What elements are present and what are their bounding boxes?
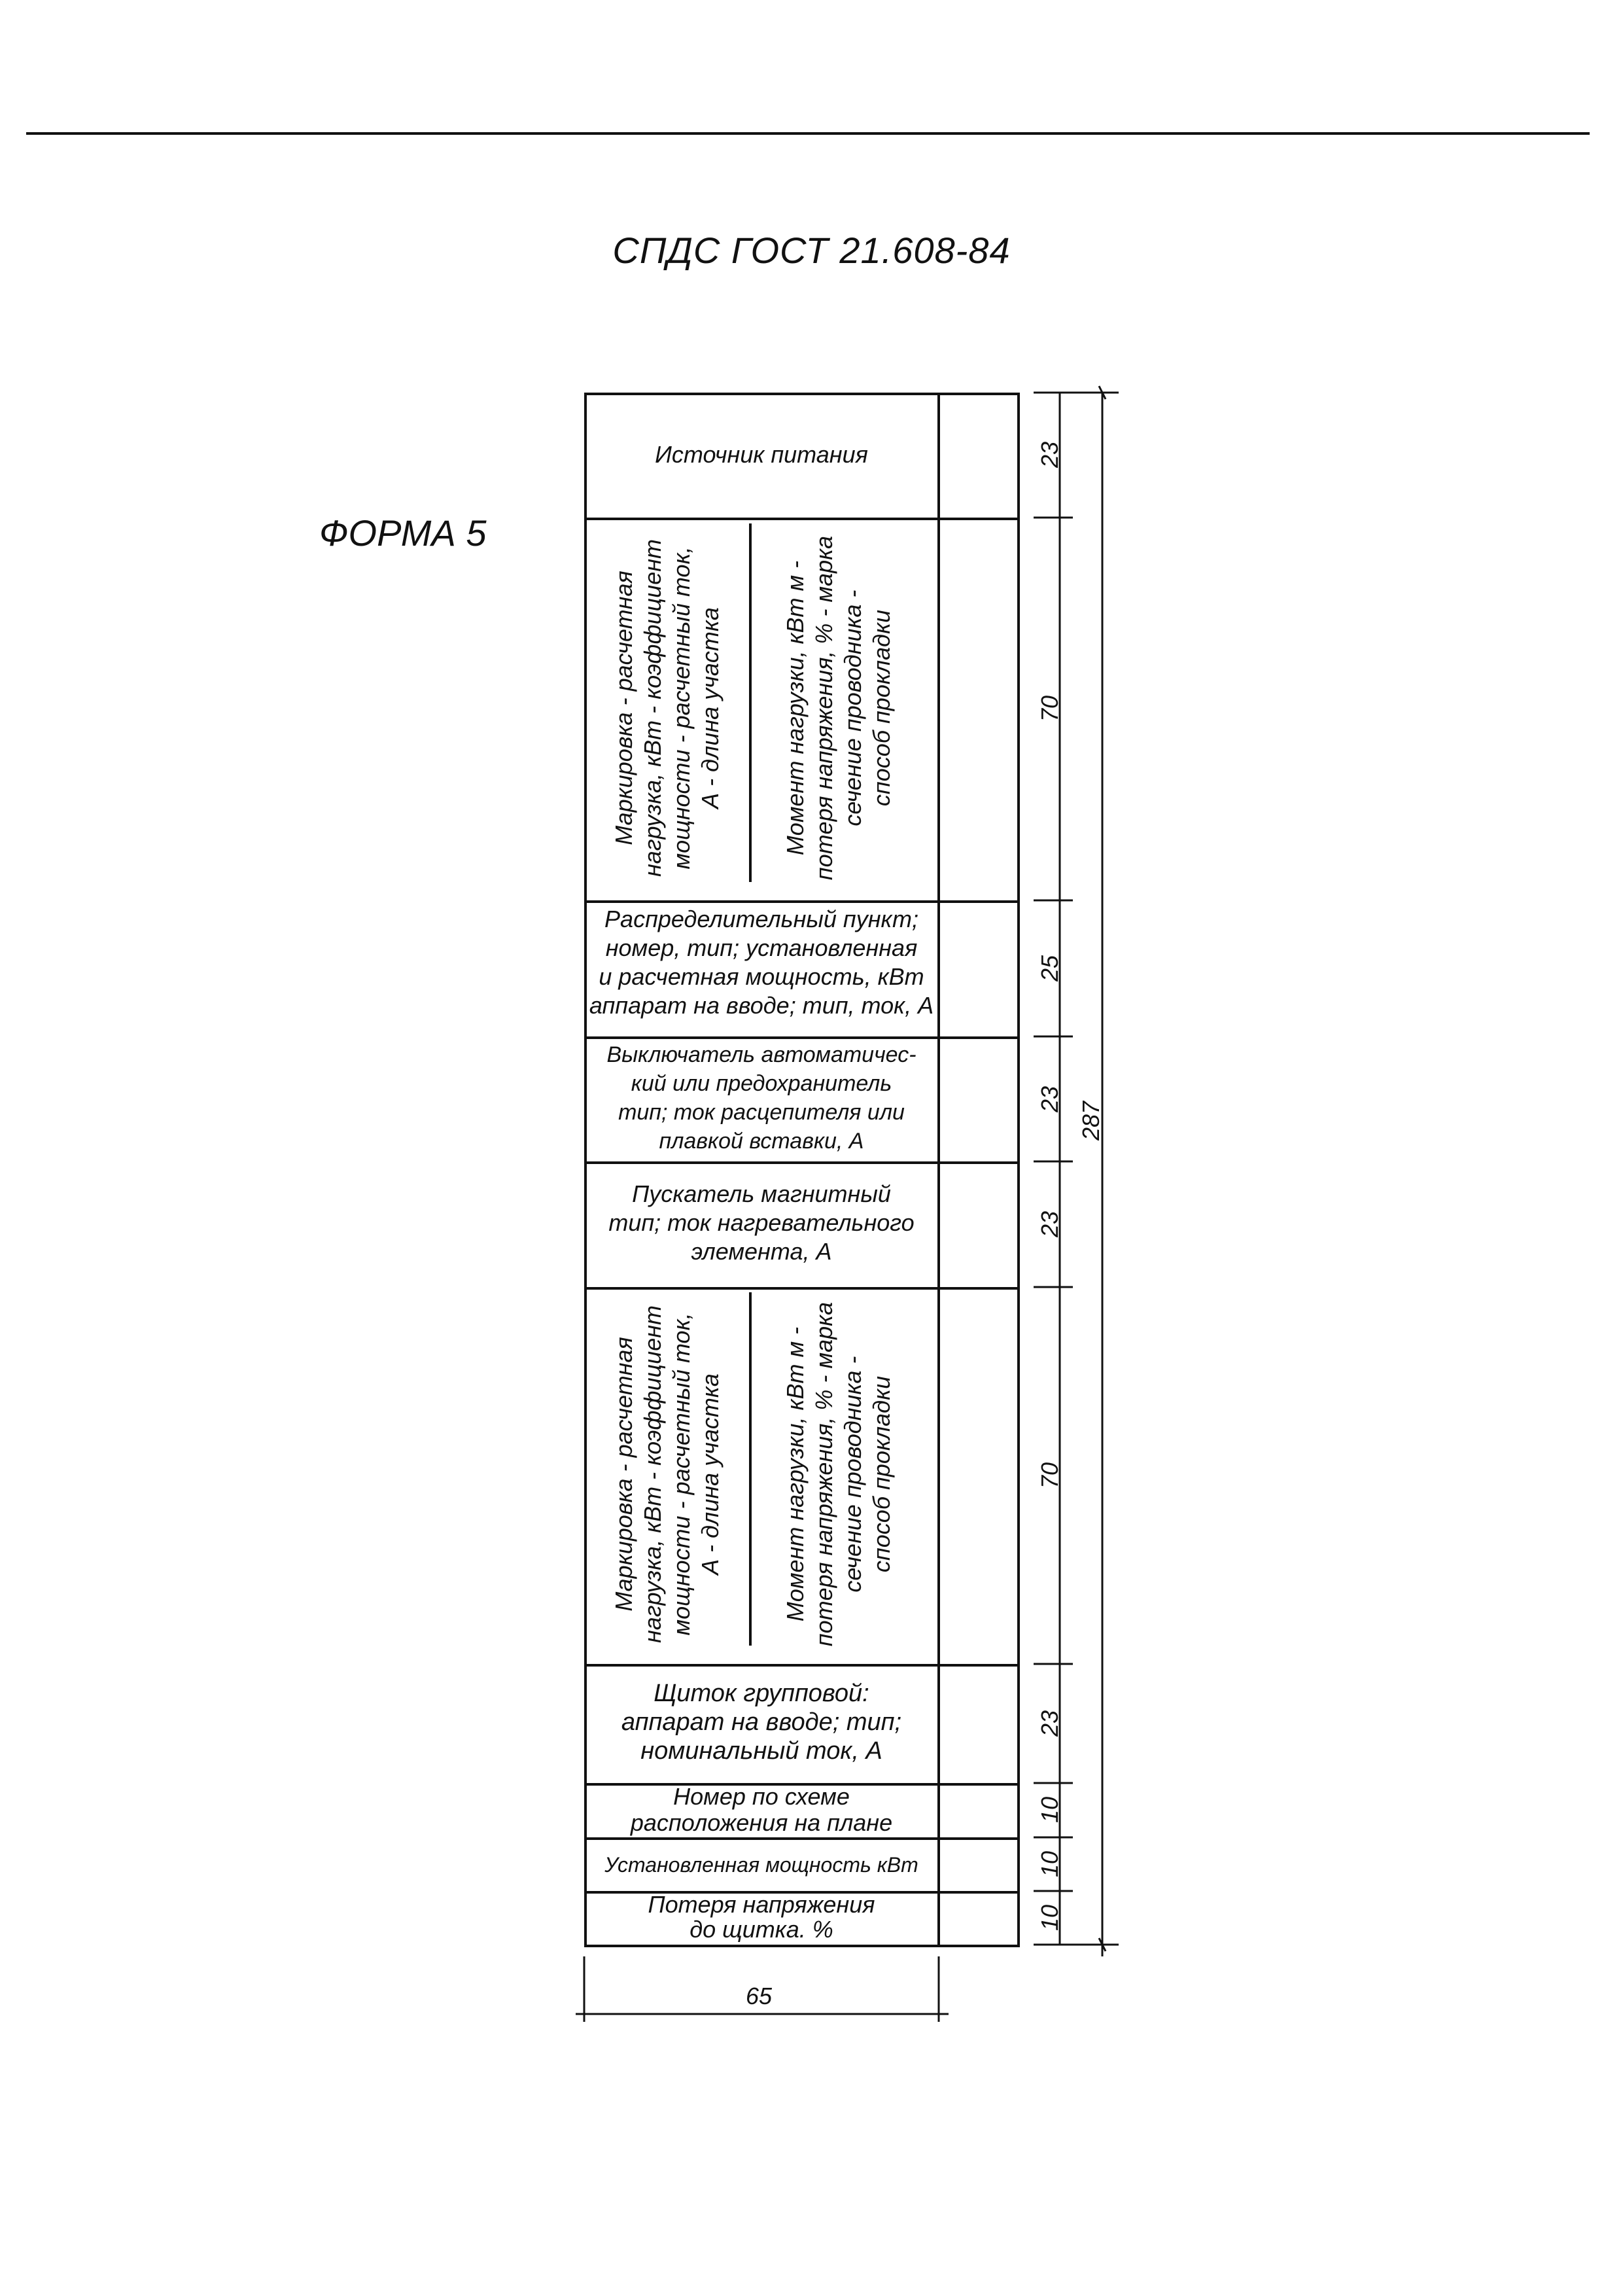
- row-line-2: [584, 900, 1020, 903]
- marking-2-divider: [749, 1292, 752, 1646]
- marking-1-divider: [749, 523, 752, 882]
- moment-2-line-2: потеря напряжения, % - марка: [811, 1301, 837, 1647]
- row-line-0: [584, 393, 1020, 395]
- row-line-10: [584, 1945, 1020, 1947]
- marking-2-line-4: А - длина участка: [697, 1373, 724, 1575]
- table-right-border: [1017, 393, 1020, 1946]
- dim-row-3: 25: [1036, 955, 1063, 982]
- cell-marking-1: [589, 517, 746, 899]
- plan-number-line-2: расположения на плане: [630, 1809, 893, 1836]
- cell-starter: [585, 1180, 937, 1266]
- cell-moment-2: [764, 1286, 913, 1663]
- distribution-line-2: номер, тип; установленная: [605, 934, 918, 961]
- cell-marking-2: [589, 1286, 746, 1663]
- marking-2-line-1: Маркировка - расчетная: [610, 1337, 637, 1612]
- cell-voltage-loss: [585, 1892, 937, 1942]
- breaker-line-2: кий или предохранитель: [631, 1071, 892, 1096]
- dim-row-9: 10: [1036, 1850, 1063, 1878]
- breaker-line-1: Выключатель автоматичес-: [606, 1042, 916, 1067]
- plan-number-line-1: Номер по схеме: [673, 1783, 850, 1810]
- cell-installed-power: Установленная мощность кВт: [604, 1853, 918, 1877]
- moment-1-line-3: сечение проводника -: [839, 590, 866, 826]
- dim-row-8: 10: [1036, 1796, 1063, 1824]
- breaker-line-3: тип; ток расцепителя или: [618, 1100, 905, 1125]
- dim-row-2: 70: [1036, 695, 1063, 722]
- group-board-line-1: Щиток групповой:: [654, 1680, 869, 1707]
- cell-moment-1: [764, 517, 913, 899]
- dim-row-1: 23: [1036, 441, 1063, 468]
- form-label: ФОРМА 5: [319, 512, 487, 554]
- moment-2-line-4: способ прокладки: [868, 1375, 895, 1573]
- marking-1-line-3: мощности - расчетный ток,: [668, 546, 695, 870]
- dim-header-width: 65: [746, 1983, 773, 2009]
- row-line-6: [584, 1664, 1020, 1667]
- table-column-divider: [937, 393, 940, 1946]
- cell-group-board: [585, 1679, 937, 1765]
- document-title: СПДС ГОСТ 21.608-84: [612, 230, 1011, 271]
- marking-1-line-4: А - длина участка: [697, 607, 724, 809]
- dim-row-6: 70: [1036, 1462, 1063, 1489]
- dim-total-height: 287: [1077, 1101, 1104, 1141]
- cell-distribution-point: [585, 905, 937, 1020]
- starter-line-2: тип; ток нагревательного: [608, 1209, 915, 1236]
- distribution-line-4: аппарат на вводе; тип, ток, А: [589, 992, 934, 1019]
- dim-row-5: 23: [1036, 1210, 1063, 1238]
- breaker-line-4: плавкой вставки, А: [659, 1129, 864, 1154]
- moment-2-line-3: сечение проводника -: [839, 1356, 866, 1593]
- row-line-3: [584, 1036, 1020, 1039]
- cell-breaker: [585, 1040, 937, 1156]
- dim-row-4: 23: [1036, 1086, 1063, 1113]
- marking-2-line-2: нагрузка, кВт - коэффициент: [639, 1305, 666, 1644]
- voltage-loss-line-2: до щитка. %: [689, 1916, 833, 1943]
- cell-plan-number: [585, 1784, 937, 1836]
- cell-power-source: Источник питания: [655, 441, 868, 468]
- group-board-line-3: номинальный ток, А: [640, 1737, 882, 1765]
- moment-1-line-2: потеря напряжения, % - марка: [811, 535, 837, 881]
- dim-row-10: 10: [1036, 1904, 1063, 1932]
- top-rule: [26, 132, 1590, 135]
- dim-row-7: 23: [1036, 1710, 1063, 1737]
- starter-line-1: Пускатель магнитный: [632, 1180, 891, 1207]
- row-line-4: [584, 1161, 1020, 1164]
- starter-line-3: элемента, А: [691, 1238, 832, 1265]
- distribution-line-3: и расчетная мощность, кВт: [599, 963, 924, 990]
- moment-1-line-4: способ прокладки: [868, 609, 895, 807]
- group-board-line-2: аппарат на вводе; тип;: [621, 1708, 902, 1736]
- marking-1-line-2: нагрузка, кВт - коэффициент: [639, 539, 666, 877]
- row-line-8: [584, 1837, 1020, 1840]
- marking-2-line-3: мощности - расчетный ток,: [668, 1313, 695, 1636]
- marking-1-line-1: Маркировка - расчетная: [610, 571, 637, 845]
- moment-1-line-1: Момент нагрузки, кВт м -: [782, 560, 809, 856]
- moment-2-line-1: Момент нагрузки, кВт м -: [782, 1326, 809, 1622]
- voltage-loss-line-1: Потеря напряжения: [648, 1891, 875, 1918]
- distribution-line-1: Распределительный пункт;: [604, 906, 918, 932]
